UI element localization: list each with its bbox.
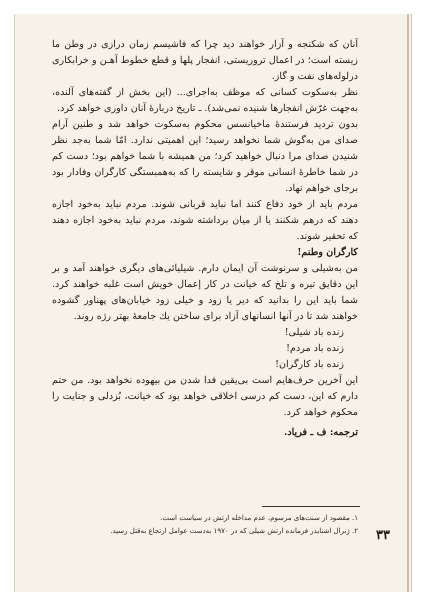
paragraph-4: مردم باید از خود دفاع کنند اما نباید قربانی شوند. مردم نباید به‌خود اجازه دهند که درهم شکنند یا از میان برداشته شوند، مردم نباید به‌خود اجازه دهند که تحقیر شوند.	[52, 199, 358, 242]
footnote-2: ۲. ژنرال اشنایدر فرمانده ارتش شیلی که در ۱۹۷۰ به‌دست عوامل ارتجاع به‌قتل رسید.	[110, 527, 358, 535]
footnote-1: ۱. مقصود از سنت‌های مرسوم، عدم مداخله ارتش در سیاست است.	[160, 514, 358, 522]
translator-credit: ترجمه: ف ـ فرياد.	[284, 427, 358, 438]
paragraph-3: بدون تردید فرستندهٔ ماخیانسس محکوم به‌سکوت خواهد شد و طنین آرام صدای من به‌گوش شما نخواهد رسید؛ این اهمیتی ندارد. امّا شما به‌جد نظر شنیدن صدای مرا دنبال خواهید کرد؛ من همیشه با شما خواهم بود؛ دست کم در شما خاطرهٔ انسانی موقر و شایسته را که به‌همبستگی کارگران وفادار بود برجای خواهم نهاد.	[52, 119, 358, 194]
closing-paragraph: این آخرین حرف‌هایم است بی‌یقین فدا شدن من بیهوده نخواهد بود. من حتم دارم که این، دست کم درسی اخلاقی خواهد بود که خیانت، بُزدلی و جنایت را محکوم خواهد کرد.	[52, 375, 358, 418]
paragraph-2: نظر به‌سکوت کسانی که موظف به‌اجرای... (این بخش از گفته‌های آلنده، به‌جهت غرّش انفجارها شنیده نمی‌شد). ـ تاریخ دربارهٔ آنان داوری خواهد کرد.	[52, 87, 358, 114]
chant-line-2: زنده باد مردم!	[286, 343, 344, 354]
page-edge-shadow	[407, 14, 409, 592]
chant-line-3: زنده باد کارگران!	[275, 359, 344, 370]
section-heading: کارگران وطنم!	[297, 247, 358, 258]
footnote-separator	[262, 506, 360, 507]
page-number: ۳۳	[376, 528, 390, 543]
chant-line-1: زنده باد شیلی!	[284, 327, 344, 338]
paragraph-5: من به‌شیلی و سرنوشت آن ایمان دارم. شیلیائی‌های دیگری خواهند آمد و بر این دقایق تیره و تلخ که خیانت در کار إعمال خویش است غلبه خواهند کرد. شما باید این را بدانید که دیر یا زود و خیلی زود خیابان‌های پهناور گشوده خواهند شد تا در آنها انسانهای آزاد برای ساختن یك جامعهٔ بهتر رژه روند.	[52, 263, 358, 322]
paragraph-1: آنان که شکنجه و آزار خواهند دید چرا که فاشیسم زمان درازی در وطن ما زیسته است؛ در اعمال تروریستی، انفجار پلها و قطع خطوط آهـن و خرابکاری درلوله‌های نفت و گاز.	[52, 39, 358, 82]
body-text	[52, 37, 358, 441]
footnotes	[52, 512, 358, 538]
